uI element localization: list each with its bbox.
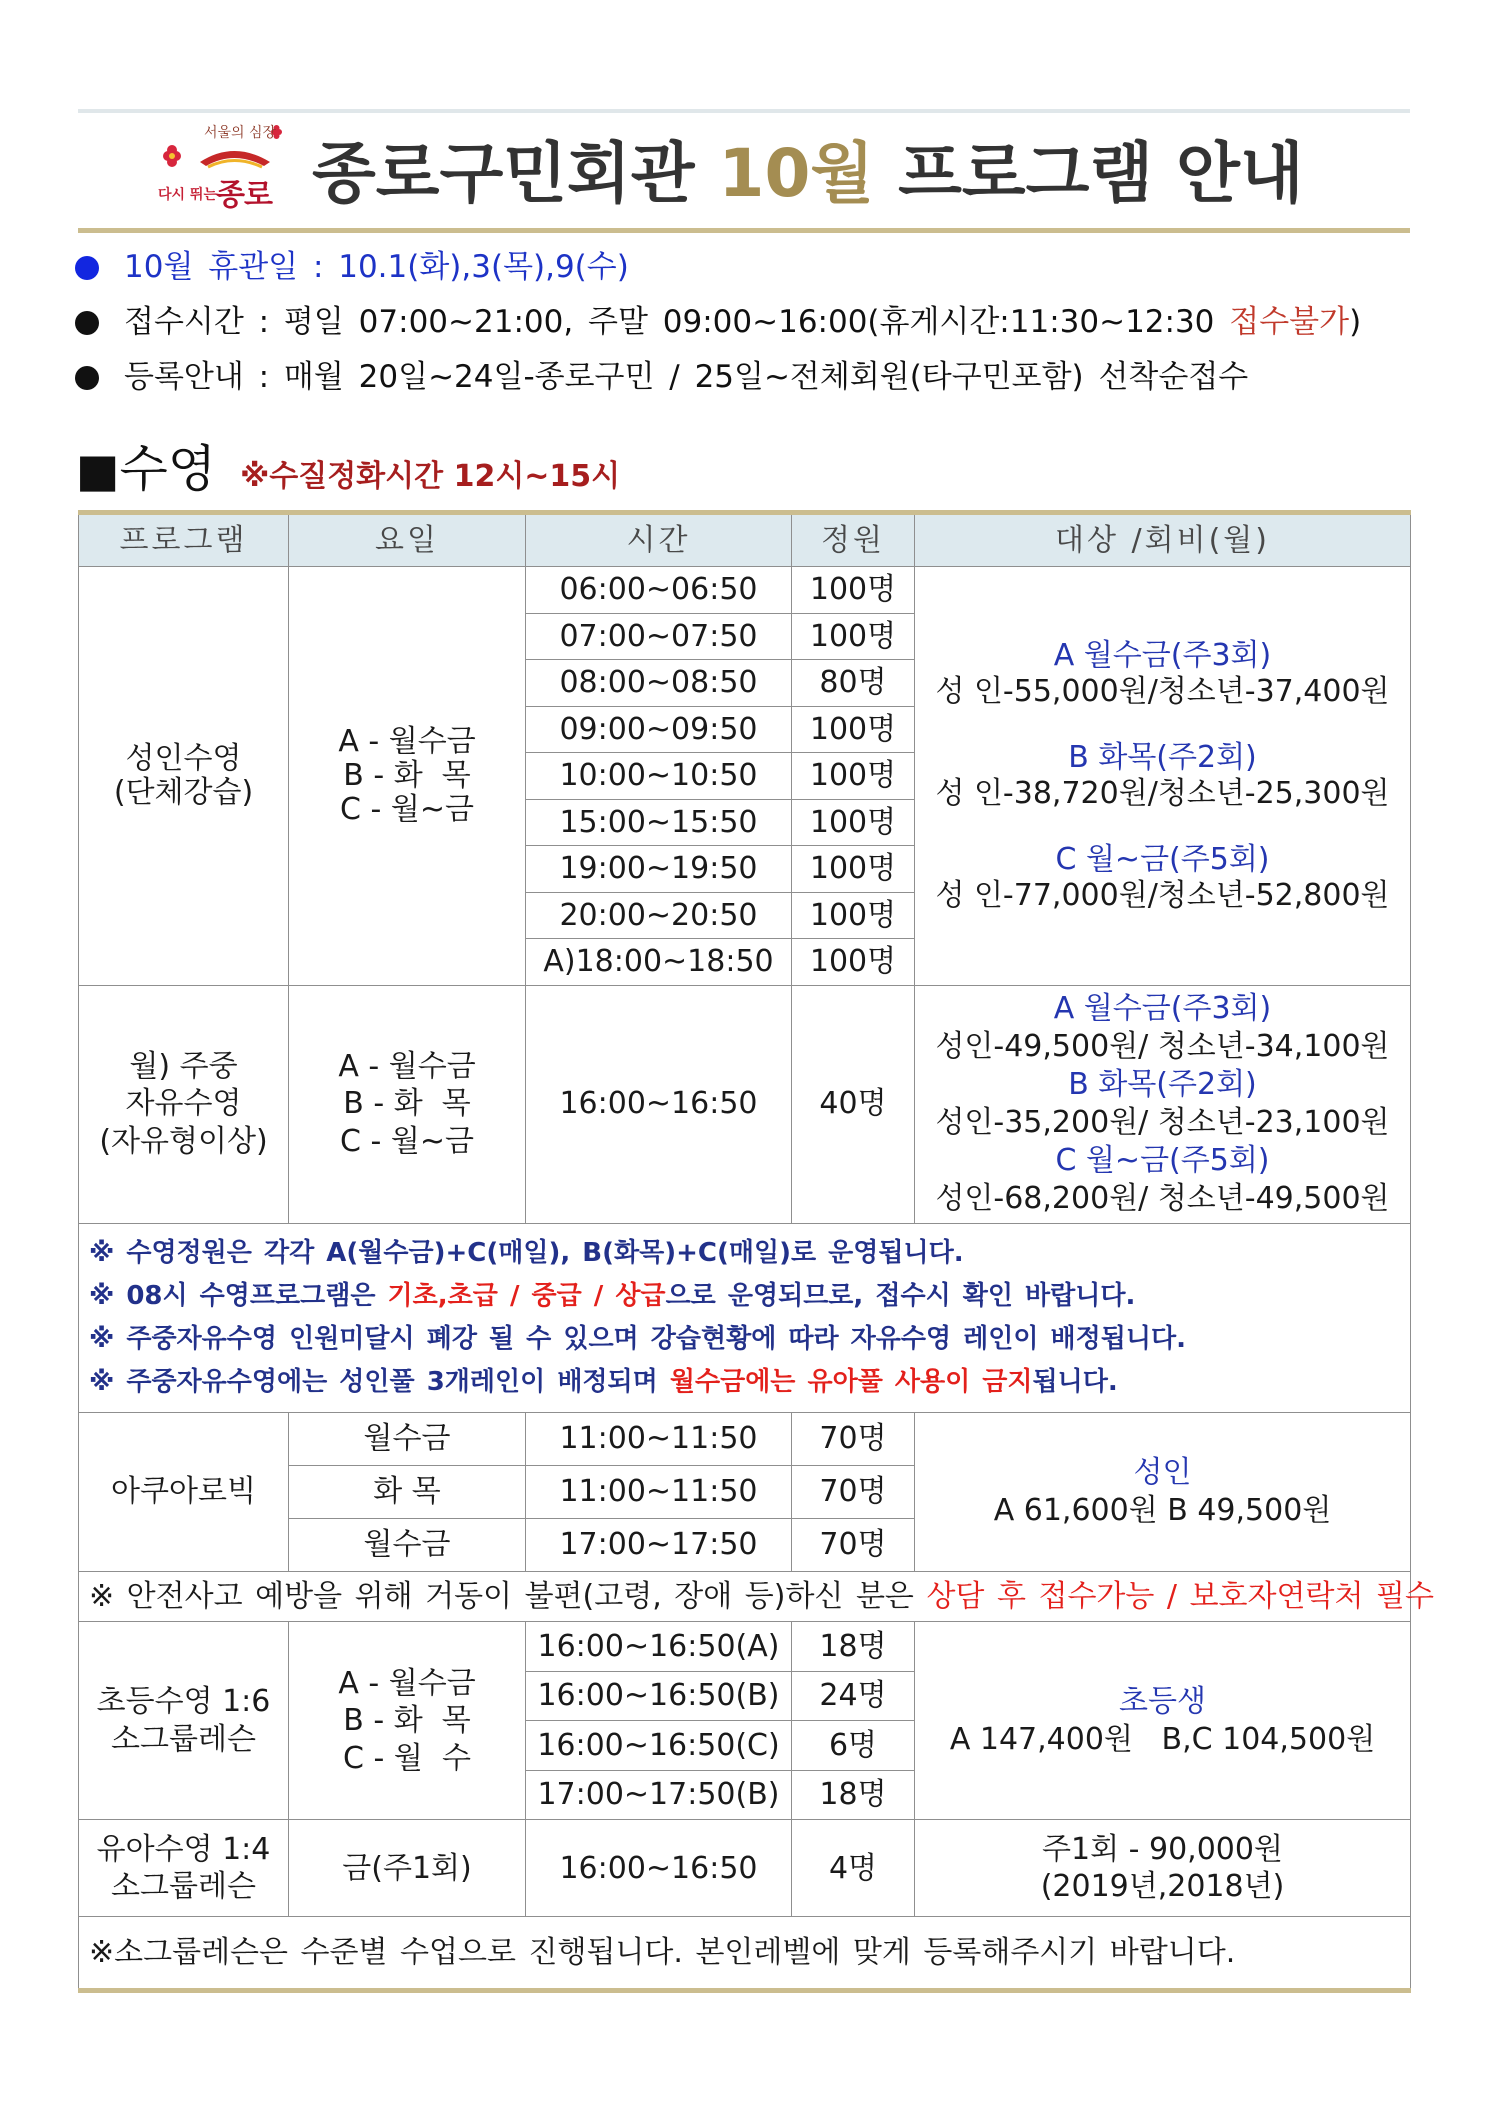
time-slot: 17:00~17:50 xyxy=(526,1519,792,1572)
program-aqua: 아쿠아로빅 xyxy=(79,1412,289,1572)
notice-registration xyxy=(72,350,1361,405)
time-slot: 16:00~16:50 xyxy=(526,1820,792,1917)
time-slot: 11:00~11:50 xyxy=(526,1412,792,1465)
fee-label: A 월수금(주3회) xyxy=(1053,991,1272,1026)
fee-label: B 화목(주2회) xyxy=(1068,739,1257,775)
capacity: 100명 xyxy=(792,939,915,986)
fee-label: C 월~금(주5회) xyxy=(1055,1143,1270,1178)
program-toddler xyxy=(79,1820,289,1917)
day: 화 목 xyxy=(289,1465,526,1518)
days-line: C - 월 수 xyxy=(343,1740,471,1776)
note-text: ※ 안전사고 예방을 위해 거동이 불편(고령, 장애 등)하신 분은 xyxy=(89,1579,927,1615)
fee-price: 성 인-38,720원/청소년-25,300원 xyxy=(935,775,1390,811)
time-slot: 15:00~15:50 xyxy=(526,799,792,846)
logo-slogan-top: 서울의 심장 xyxy=(204,125,277,141)
header-time: 시간 xyxy=(526,513,792,567)
time-slot: 11:00~11:50 xyxy=(526,1465,792,1518)
capacity: 70명 xyxy=(792,1465,915,1518)
fee-price: 성 인-77,000원/청소년-52,800원 xyxy=(935,877,1390,913)
title-suffix: 프로그램 안내 xyxy=(898,135,1304,212)
fee-price: 성인-49,500원/ 청소년-34,100원 xyxy=(935,1029,1390,1064)
program-name-line: 자유수영 xyxy=(125,1086,242,1122)
bullet-icon xyxy=(75,366,99,390)
square-marker-icon: ■ xyxy=(76,443,120,497)
days-line: B - 화 목 xyxy=(343,757,471,793)
fee-label: C 월~금(주5회) xyxy=(1055,841,1270,877)
capacity: 100명 xyxy=(792,753,915,800)
note-line: ※ 주중자유수영 인원미달시 폐강 될 수 있으며 강습현황에 따라 자유수영 레인이 배정됩니다. xyxy=(89,1323,1187,1354)
time-slot: 07:00~07:50 xyxy=(526,613,792,660)
table-row xyxy=(79,567,1411,614)
time-slot: 10:00~10:50 xyxy=(526,753,792,800)
program-name-line: 월) 주중 xyxy=(129,1048,238,1084)
notice-reception-hours xyxy=(72,295,1361,350)
section-note: ※수질정화시간 12시~15시 xyxy=(240,459,621,494)
program-name-line: 소그룹레슨 xyxy=(111,1721,256,1757)
title-prefix: 종로구민회관 xyxy=(312,135,695,212)
top-rule xyxy=(78,109,1410,113)
fee-price: A 61,600원 B 49,500원 xyxy=(993,1492,1332,1528)
swim-program-table xyxy=(78,510,1434,1993)
fee-label: A 월수금(주3회) xyxy=(1053,637,1272,673)
capacity: 100명 xyxy=(792,613,915,660)
days-line: B - 화 목 xyxy=(343,1086,471,1122)
table-row xyxy=(79,1820,1411,1917)
capacity: 100명 xyxy=(792,799,915,846)
notice-list xyxy=(72,240,1361,405)
days-free-swim xyxy=(289,985,526,1223)
note-line: ※ 수영정원은 각각 A(월수금)+C(매일), B(화목)+C(매일)로 운영됩니다. xyxy=(89,1237,964,1268)
header-capacity: 정원 xyxy=(792,513,915,567)
time-slot: 20:00~20:50 xyxy=(526,892,792,939)
table-row-notes xyxy=(79,1572,1411,1622)
fee-label: 성인 xyxy=(1133,1455,1192,1491)
time-slot: 16:00~16:50(B) xyxy=(526,1671,792,1721)
days-line: C - 월~금 xyxy=(340,791,474,827)
capacity: 70명 xyxy=(792,1412,915,1465)
table-row xyxy=(79,1622,1411,1672)
days-line: B - 화 목 xyxy=(343,1703,471,1739)
notice-text: 접수시간 : 평일 07:00~21:00, 주말 09:00~16:00(휴게시간:11:30~12:30 xyxy=(124,304,1230,340)
day: 금(주1회) xyxy=(289,1820,526,1917)
note-text: ※ 주중자유수영에는 성인풀 3개레인이 배정되며 xyxy=(89,1366,670,1397)
capacity: 100명 xyxy=(792,567,915,614)
day: 월수금 xyxy=(289,1519,526,1572)
note-text: 됩니다. xyxy=(1032,1366,1118,1397)
time-slot: 16:00~16:50(A) xyxy=(526,1622,792,1672)
program-name-line: 초등수영 1:6 xyxy=(96,1684,271,1720)
program-free-swim xyxy=(79,985,289,1223)
note-text: ※ 08시 수영프로그램은 xyxy=(89,1280,388,1311)
program-name-line: (자유형이상) xyxy=(99,1123,268,1159)
note-highlight: 상담 후 접수가능 / 보호자연락처 필수 xyxy=(926,1579,1434,1615)
fee-block xyxy=(915,740,1410,812)
days-line: A - 월수금 xyxy=(338,1665,476,1701)
bullet-icon xyxy=(75,256,99,280)
fee-note: (2019년,2018년) xyxy=(1040,1869,1285,1905)
safety-note xyxy=(79,1572,1434,1622)
fee-label: 초등생 xyxy=(1119,1684,1206,1720)
capacity: 6명 xyxy=(792,1721,915,1771)
title-rule xyxy=(78,228,1410,233)
table-row-notes xyxy=(79,1917,1411,1991)
program-name-line: 성인수영 xyxy=(125,740,242,776)
time-slot: 16:00~16:50(C) xyxy=(526,1721,792,1771)
header-program: 프로그램 xyxy=(79,513,289,567)
fee-price: 주1회 - 90,000원 xyxy=(1042,1831,1283,1867)
note-line xyxy=(89,1361,1410,1404)
time-slot: A)18:00~18:50 xyxy=(526,939,792,986)
capacity: 100명 xyxy=(792,706,915,753)
table-row xyxy=(79,1412,1411,1465)
header-fee: 대상 /회비(월) xyxy=(915,513,1411,567)
days-line: C - 월~금 xyxy=(340,1123,474,1159)
days-elementary xyxy=(289,1622,526,1820)
program-elementary xyxy=(79,1622,289,1820)
section-heading xyxy=(76,436,620,502)
note-text: 으로 운영되므로, 접수시 확인 바랍니다. xyxy=(665,1280,1136,1311)
program-name-line: 소그룹레슨 xyxy=(111,1869,256,1905)
capacity: 100명 xyxy=(792,892,915,939)
header-days: 요일 xyxy=(289,513,526,567)
note-highlight: 기초,초급 / 중급 / 상급 xyxy=(387,1280,666,1311)
notice-highlight: 접수불가 xyxy=(1229,304,1350,340)
fee-adult xyxy=(915,567,1411,986)
swim-notes xyxy=(79,1223,1411,1412)
notice-text: 등록안내 : 매월 20일~24일-종로구민 / 25일~전체회원(타구민포함) 선착순접수 xyxy=(124,359,1249,395)
capacity: 24명 xyxy=(792,1671,915,1721)
page-title xyxy=(312,130,1304,218)
fee-price: 성 인-55,000원/청소년-37,400원 xyxy=(935,673,1390,709)
fee-price: 성인-35,200원/ 청소년-23,100원 xyxy=(935,1105,1390,1140)
capacity: 40명 xyxy=(792,985,915,1223)
day: 월수금 xyxy=(289,1412,526,1465)
days-line: A - 월수금 xyxy=(338,1048,476,1084)
capacity: 4명 xyxy=(792,1820,915,1917)
days-line: A - 월수금 xyxy=(338,723,476,759)
fee-block xyxy=(915,638,1410,710)
fee-price: 성인-68,200원/ 청소년-49,500원 xyxy=(935,1181,1390,1216)
fee-free-swim xyxy=(915,985,1411,1223)
fee-price: A 147,400원 B,C 104,500원 xyxy=(949,1721,1376,1757)
time-slot: 19:00~19:50 xyxy=(526,846,792,893)
days-adult xyxy=(289,567,526,986)
table-row-notes xyxy=(79,1223,1411,1412)
notice-text-end: ) xyxy=(1349,304,1362,340)
program-name-line: 유아수영 1:4 xyxy=(96,1831,271,1867)
fee-toddler xyxy=(915,1820,1411,1917)
section-title: 수영 xyxy=(119,440,217,498)
note-line xyxy=(89,1275,1410,1318)
time-slot: 06:00~06:50 xyxy=(526,567,792,614)
capacity: 80명 xyxy=(792,660,915,707)
fee-label: B 화목(주2회) xyxy=(1068,1067,1257,1102)
table-row xyxy=(79,985,1411,1223)
jongno-logo xyxy=(156,122,286,212)
table-header-row xyxy=(79,513,1411,567)
capacity: 18명 xyxy=(792,1622,915,1672)
time-slot: 08:00~08:50 xyxy=(526,660,792,707)
fee-block xyxy=(915,842,1410,914)
program-name-line: (단체강습) xyxy=(113,774,254,810)
time-slot: 16:00~16:50 xyxy=(526,985,792,1223)
capacity: 70명 xyxy=(792,1519,915,1572)
logo-slogan-bottom: 다시 뛰는 xyxy=(158,187,217,203)
bullet-icon xyxy=(75,311,99,335)
time-slot: 09:00~09:50 xyxy=(526,706,792,753)
fee-aqua xyxy=(915,1412,1411,1572)
title-month: 10월 xyxy=(718,135,875,212)
capacity: 100명 xyxy=(792,846,915,893)
final-note: ※소그룹레슨은 수준별 수업으로 진행됩니다. 본인레벨에 맞게 등록해주시기 바랍니다. xyxy=(79,1917,1411,1991)
logo-wordmark: 종로 xyxy=(216,178,272,213)
capacity: 18명 xyxy=(792,1770,915,1820)
notice-closed-days xyxy=(72,240,1361,295)
fee-elementary xyxy=(915,1622,1411,1820)
time-slot: 17:00~17:50(B) xyxy=(526,1770,792,1820)
program-adult xyxy=(79,567,289,986)
note-highlight: 월수금에는 유아풀 사용이 금지 xyxy=(669,1366,1033,1397)
notice-text: 10월 휴관일 : 10.1(화),3(목),9(수) xyxy=(124,249,629,285)
